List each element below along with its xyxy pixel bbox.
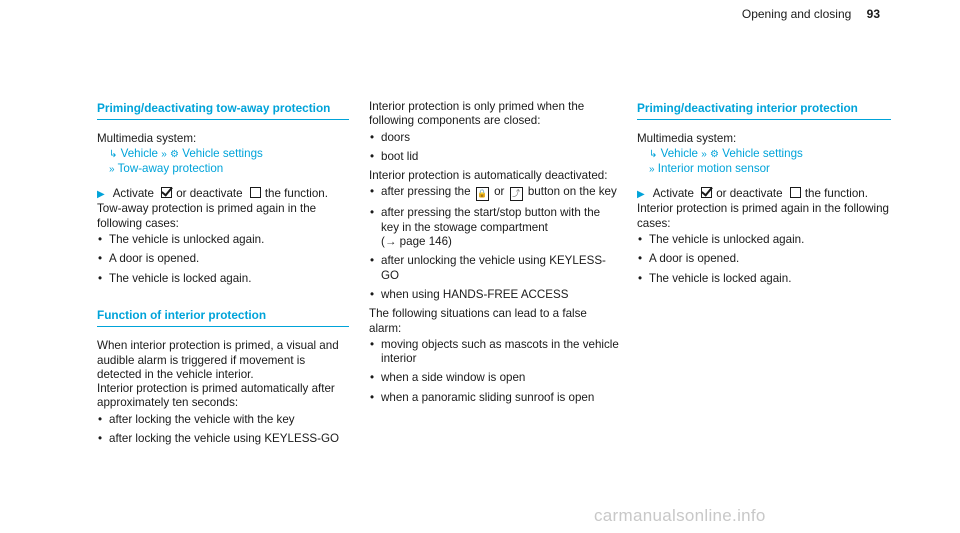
menu-path bbox=[97, 132, 349, 177]
primed-text: Tow-away protection is primed again in the following cases: bbox=[97, 202, 317, 230]
list-item: • moving objects such as mascots in the vehicle interior bbox=[369, 338, 621, 367]
paragraph: The following situations can lead to a false alarm: bbox=[369, 307, 587, 335]
paragraph: Interior protection is automatically deactivated: bbox=[369, 169, 608, 183]
paragraph: Interior protection is only primed when the following components are closed: bbox=[369, 100, 585, 128]
list-item: • The vehicle is locked again. bbox=[97, 272, 349, 286]
action-arrow-icon: ▶ bbox=[97, 189, 105, 201]
path-vehicle: Vehicle bbox=[660, 146, 699, 160]
heading-tow-away: Priming/deactivating tow-away protection bbox=[97, 101, 349, 120]
path-arrow-icon: ↳ bbox=[649, 148, 658, 160]
list-item: • A door is opened. bbox=[637, 252, 891, 266]
list-item: • after locking the vehicle using KEYLESS-GO bbox=[97, 432, 349, 446]
cases-list bbox=[97, 233, 349, 286]
list-item: • when a panoramic sliding sunroof is open bbox=[369, 391, 621, 405]
settings-icon: ⚙ bbox=[170, 148, 180, 160]
action-arrow-icon: ▶ bbox=[637, 189, 645, 201]
list-item: • doors bbox=[369, 131, 621, 145]
list-item: • The vehicle is unlocked again. bbox=[637, 233, 891, 247]
checked-box-icon bbox=[161, 187, 172, 198]
list-item: • when a side window is open bbox=[369, 371, 621, 385]
paragraph: Interior protection is primed automatically after approximately ten seconds: bbox=[97, 382, 335, 410]
heading-interior-function: Function of interior protection bbox=[97, 308, 349, 327]
action-line: ▶ Activate or deactivate the function. bbox=[637, 187, 868, 201]
menu-path bbox=[637, 132, 891, 177]
path-item: Tow-away protection bbox=[117, 161, 224, 175]
list-item: • The vehicle is locked again. bbox=[637, 272, 891, 286]
column-1 bbox=[97, 101, 349, 451]
primed-text: Interior protection is primed again in the following cases: bbox=[637, 202, 889, 230]
false-alarm-list bbox=[369, 338, 621, 405]
column-3 bbox=[637, 101, 891, 291]
action-line: ▶ Activate or deactivate the function. bbox=[97, 187, 328, 201]
boot-lid-button-icon: ⤴ bbox=[510, 187, 523, 201]
path-intro: Multimedia system: bbox=[97, 132, 197, 146]
heading-interior-protection: Priming/deactivating interior protection bbox=[637, 101, 891, 120]
paragraph: When interior protection is primed, a visual and audible alarm is triggered if movement is detected in the vehicle interior. bbox=[97, 339, 339, 381]
double-chevron-icon: » bbox=[649, 163, 655, 175]
cases-list bbox=[637, 233, 891, 286]
list-item: • after unlocking the vehicle using KEYLESS-GO bbox=[369, 254, 621, 283]
empty-box-icon bbox=[790, 187, 801, 198]
list-item: • A door is opened. bbox=[97, 252, 349, 266]
list-item: • when using HANDS-FREE ACCESS bbox=[369, 288, 621, 302]
deactivate-list bbox=[369, 185, 621, 302]
checked-box-icon bbox=[701, 187, 712, 198]
section-title: Opening and closing bbox=[741, 7, 852, 21]
page-reference[interactable]: (→ page 146) bbox=[381, 235, 452, 249]
double-chevron-icon: » bbox=[109, 163, 115, 175]
lock-button-icon: 🔒 bbox=[476, 187, 489, 201]
settings-icon: ⚙ bbox=[710, 148, 720, 160]
path-item: Interior motion sensor bbox=[657, 161, 770, 175]
list-item: • after pressing the 🔒 or ⤴ button on the key bbox=[369, 185, 621, 201]
path-vehicle-settings: Vehicle settings bbox=[722, 146, 803, 160]
double-chevron-icon: » bbox=[701, 148, 707, 160]
watermark: carmanualsonline.info bbox=[594, 506, 766, 525]
path-arrow-icon: ↳ bbox=[109, 148, 118, 160]
path-vehicle-settings: Vehicle settings bbox=[182, 146, 263, 160]
page-header bbox=[742, 7, 880, 21]
path-intro: Multimedia system: bbox=[637, 132, 737, 146]
list-item: • after pressing the start/stop button with the key in the stowage compartment (→ page 146) bbox=[369, 206, 621, 249]
column-2 bbox=[369, 100, 621, 410]
closed-list bbox=[369, 131, 621, 165]
empty-box-icon bbox=[250, 187, 261, 198]
path-vehicle: Vehicle bbox=[120, 146, 159, 160]
list-item: • after locking the vehicle with the key bbox=[97, 413, 349, 427]
double-chevron-icon: » bbox=[161, 148, 167, 160]
list-item: • The vehicle is unlocked again. bbox=[97, 233, 349, 247]
auto-list bbox=[97, 413, 349, 447]
list-item: • boot lid bbox=[369, 150, 621, 164]
page-number: 93 bbox=[866, 7, 880, 21]
